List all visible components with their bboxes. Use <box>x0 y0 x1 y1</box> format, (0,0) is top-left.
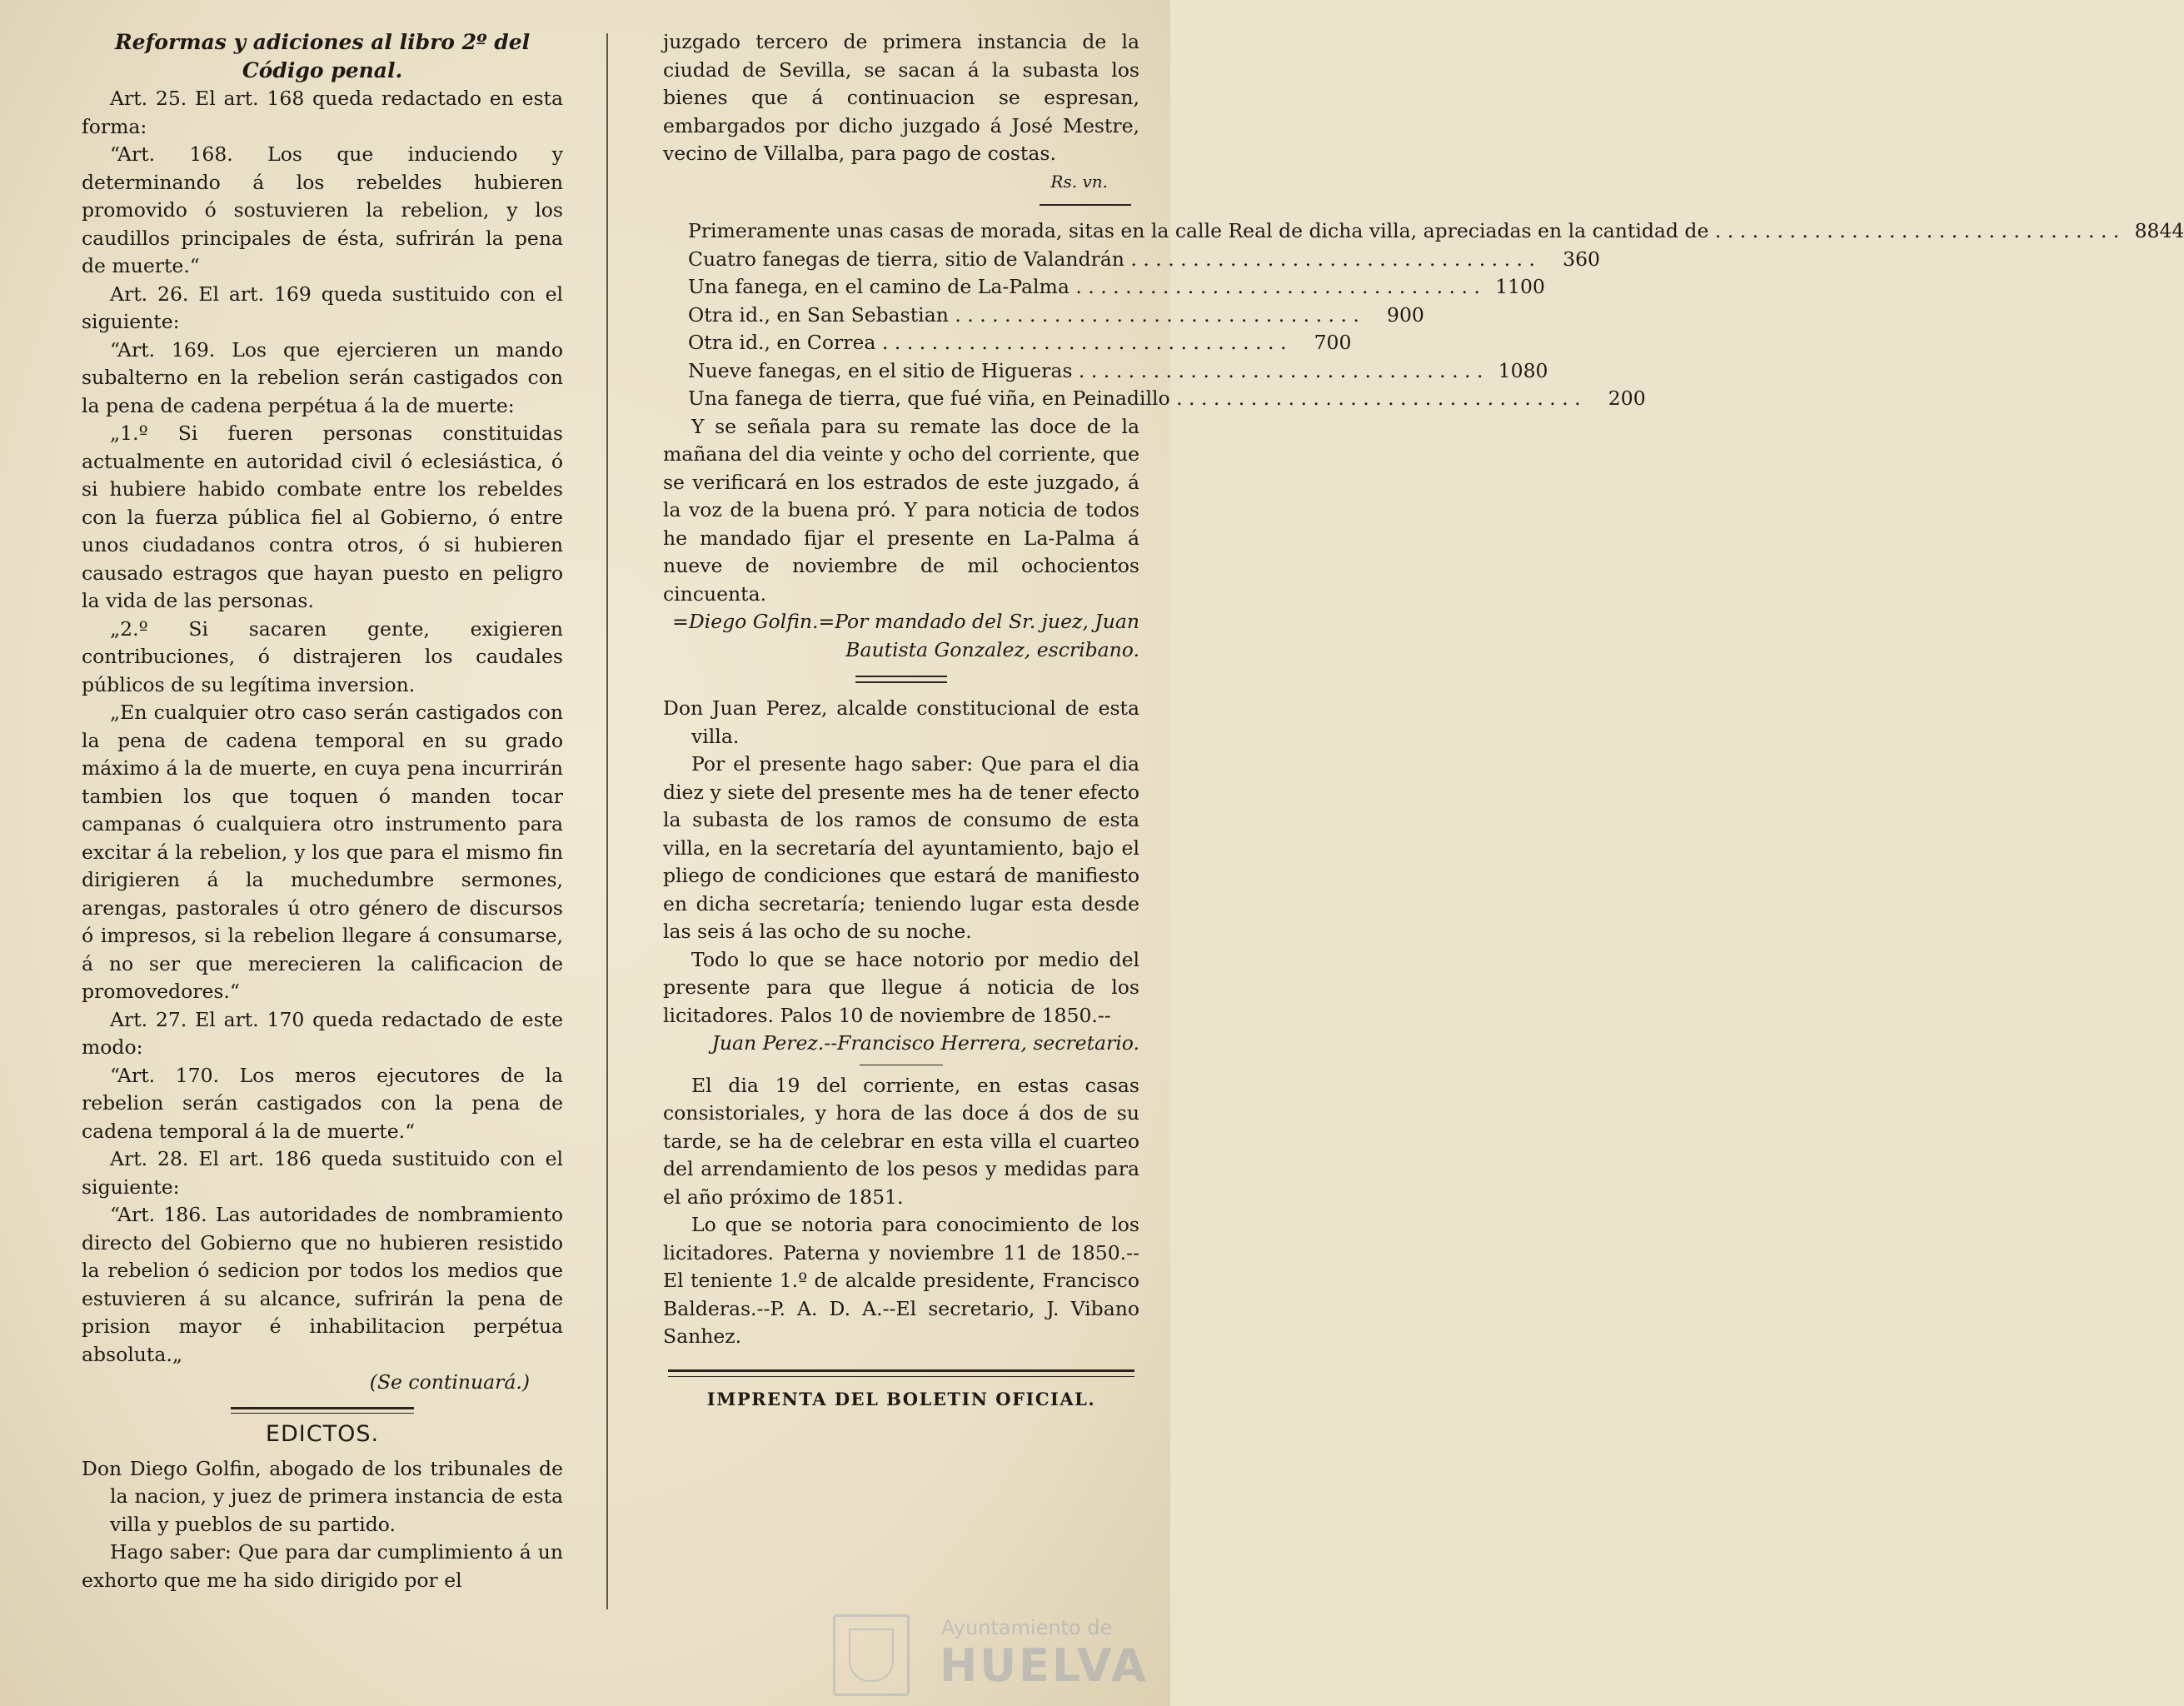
property-text: Una fanega, en el camino de La-Palma . . . <box>663 273 1480 302</box>
property-text: Cuatro fanegas de tierra, sitio de Valandrán . . . <box>663 246 1535 274</box>
notice-close: Todo lo que se hace notorio por medio del presente para que llegue á noticia de los licitadores. Palos 10 de noviembre de 1850.-- <box>663 947 1139 1027</box>
paragraph: Art. 25. El art. 168 queda redactado en esta forma: <box>82 87 563 138</box>
property-value: 200 <box>1608 387 1646 410</box>
property-text: Una fanega de tierra, que fué viña, en Peinadillo . . . <box>663 385 1581 413</box>
section-title: Reformas y adiciones al libro 2º del Código penal. <box>114 30 531 82</box>
property-row <box>663 246 1600 274</box>
property-value: 700 <box>1314 331 1352 354</box>
watermark-line: HUELVA <box>940 1639 1149 1692</box>
property-row <box>663 302 1424 330</box>
property-row <box>663 217 2184 246</box>
edict-intro: Don Diego Golfin, abogado de los tribunales de la nacion, y juez de primera instancia de esta villa y pueblos de su partido. <box>82 1456 563 1536</box>
property-row <box>663 357 1548 386</box>
property-row <box>663 385 1646 413</box>
edict-text-continued: juzgado tercero de primera instancia de la ciudad de Sevilla, se sacan á la subasta los bienes que á continuacion se espresan, embargados por dicho juzgado á José Mestre, vecino de Villalba, para pago de costas. <box>663 30 1139 165</box>
currency-label: Rs. vn. <box>1050 171 1108 192</box>
paragraph: Art. 27. El art. 170 queda redactado de este modo: <box>82 1007 563 1059</box>
edictos-heading: EDICTOS. <box>265 1420 380 1447</box>
column-rule <box>606 33 608 1609</box>
edict-close: Y se señala para su remate las doce de la mañana del dia veinte y ocho del corriente, que se verificará en los estrados de este juzgado, á la voz de la buena pró. Y para noticia de todos he mandado fijar el presente en La-Palma á nueve de noviembre de mil ochocientos cincuenta. <box>663 414 1139 606</box>
paragraph: “Art. 168. Los que induciendo y determinando á los rebeldes hubieren promovido ó sostuvieren la rebelion, y los caudillos principales de ésta, sufrirán la pena de muerte.“ <box>82 142 563 277</box>
section-divider <box>231 1407 414 1414</box>
edict-signatures: =Diego Golfin.=Por mandado del Sr. juez, Juan Bautista Gonzalez, escribano. <box>672 610 1139 661</box>
property-row <box>663 273 1545 302</box>
property-text: Otra id., en San Sebastian . . . <box>663 302 1359 330</box>
notice-text: El dia 19 del corriente, en estas casas consistoriales, y hora de las doce á dos de su tarde, se ha de celebrar en esta villa el cuarteo del arrendamiento de los pesos y medidas para el año próximo de 1851. <box>663 1073 1139 1209</box>
notice-intro: Don Juan Perez, alcalde constitucional de esta villa. <box>663 696 1139 748</box>
edict-text: Hago saber: Que para dar cumplimiento á un exhorto que me ha sido dirigido por el <box>82 1540 563 1592</box>
paragraph: „En cualquier otro caso serán castigados con la pena de cadena temporal en su grado máximo á la de muerte, en cuya pena incurrirán tambien los que toquen ó manden tocar campanas ó cualquiera otro instrumento para excitar á la rebelion, y los que para el mismo fin dirigieren á la muchedumbre sermones, arengas, pastorales ú otro género de discursos ó impresos, si la rebelion llegare á consumarse, á no ser que merecieren la calificacion de promovedores.“ <box>82 701 563 1003</box>
property-value: 360 <box>1563 247 1600 271</box>
property-value: 1080 <box>1498 358 1548 382</box>
paragraph: “Art. 170. Los meros ejecutores de la rebelion serán castigados con la pena de cadena temporal á la de muerte.“ <box>82 1063 563 1143</box>
property-text: Nueve fanegas, en el sitio de Higueras . . . <box>663 357 1483 386</box>
paragraph: Art. 26. El art. 169 queda sustituido con el siguiente: <box>82 282 563 333</box>
notice-text: Por el presente hago saber: Que para el dia diez y siete del presente mes ha de tener efecto la subasta de los ramos de consumo de esta villa, en la secretaría del ayuntamiento, bajo el pliego de condiciones que estará de manifiesto en dicha secretaría; teniendo lugar esta desde las seis á las ocho de su noche. <box>663 752 1139 943</box>
property-value: 8844 <box>2134 219 2184 242</box>
watermark-line: Ayuntamiento de <box>941 1616 1113 1639</box>
watermark <box>833 1608 1149 1699</box>
coat-of-arms-icon <box>833 1614 910 1696</box>
left-column <box>82 28 563 1594</box>
property-text: Otra id., en Correa . . . <box>663 329 1286 357</box>
imprint: IMPRENTA DEL BOLETIN OFICIAL. <box>706 1388 1096 1409</box>
paragraph: „2.º Si sacaren gente, exigieren contribuciones, ó distrajeren los caudales públicos de su legítima inversion. <box>82 616 563 696</box>
paragraph: “Art. 186. Las autoridades de nombramiento directo del Gobierno que no hubieren resistido la rebelion ó sedicion por todos los medios que estuvieren á su alcance, sufrirán la pena de prision mayor é inhabilitacion perpétua absoluta.„ <box>82 1203 563 1366</box>
paragraph: “Art. 169. Los que ejercieren un mando subalterno en la rebelion serán castigados con la pena de cadena perpétua á la de muerte: <box>82 337 563 417</box>
divider <box>855 676 947 683</box>
right-column <box>663 28 2184 1413</box>
continued-note: (Se continuará.) <box>369 1370 530 1394</box>
divider <box>1040 204 1131 206</box>
notice-close: Lo que se notoria para conocimiento de los licitadores. Paterna y noviembre 11 de 1850.--El teniente 1.º de alcalde presidente, Francisco Balderas.--P. A. D. A.--El secretario, J. Vibano Sanhez. <box>663 1213 1139 1348</box>
notice-signature: Juan Perez.--Francisco Herrera, secretario. <box>711 1031 1139 1055</box>
property-row <box>663 329 1352 357</box>
property-value: 900 <box>1387 302 1424 327</box>
footer-rule <box>668 1369 1134 1377</box>
paragraph: „1.º Si fueren personas constituidas actualmente en autoridad civil ó eclesiástica, ó si hubiere habido combate entre los rebeldes con la fuerza pública fiel al Gobierno, ó entre unos ciudadanos contra otros, ó si hubieren causado estragos que hayan puesto en peligro la vida de las personas. <box>82 422 563 612</box>
paragraph: Art. 28. El art. 186 queda sustituido con el siguiente: <box>82 1147 563 1199</box>
property-value: 1100 <box>1495 275 1545 298</box>
property-text: Primeramente unas casas de morada, sitas en la calle Real de dicha villa, apreciadas en la cantidad de . . . <box>663 217 2119 246</box>
